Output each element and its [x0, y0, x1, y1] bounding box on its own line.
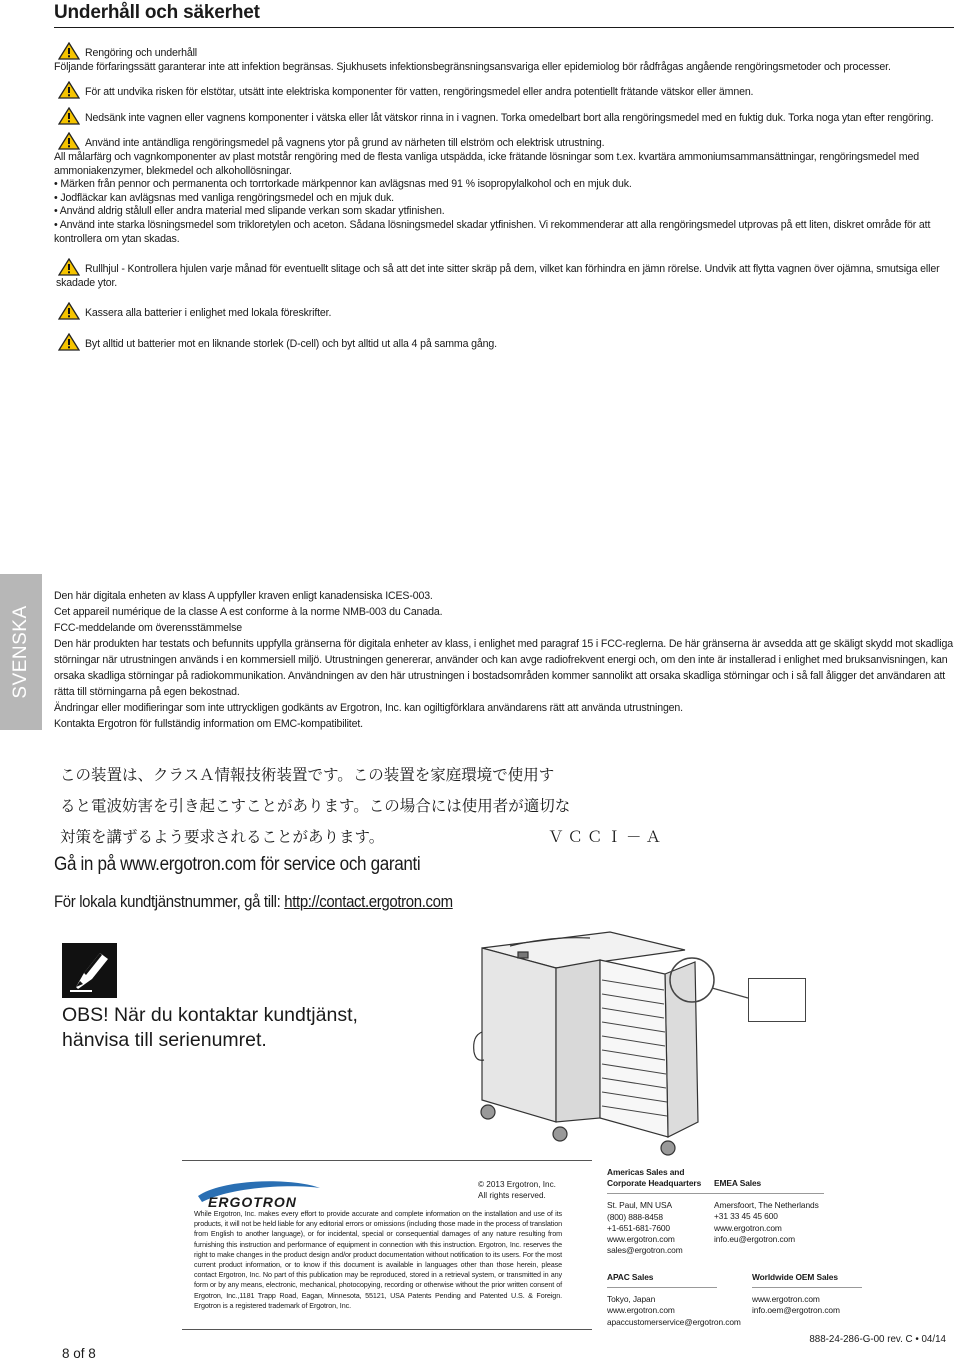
contact-line: sales@ergotron.com	[607, 1245, 683, 1256]
emea-heading: EMEA Sales	[714, 1178, 762, 1188]
contact-line: St. Paul, MN USA	[607, 1200, 672, 1211]
bullet-item: • Använd inte starka lösningsmedel som trikloretylen och aceton. Sådana lösningsmedel skadar ytfinishen. Vi rekommenderar att alla rengöringsmedel utprovas på ett liten, diskret område för att kontrollera om ytan skadas.	[54, 218, 931, 245]
contact-line: apaccustomerservice@ergotron.com	[607, 1316, 741, 1327]
contact-line: www.ergotron.com	[714, 1222, 782, 1233]
heading-divider	[752, 1287, 862, 1288]
apac-contact	[607, 1272, 741, 1328]
battery-replace-warning: Byt alltid ut batterier mot en liknande storlek (D-cell) och byt alltid ut alla 4 på samma gång.	[85, 337, 497, 350]
heading-divider	[607, 1287, 717, 1288]
warning-triangle-icon	[58, 132, 80, 150]
immerse-warning: Nedsänk inte vagnen eller vagnens komponenter i vätska eller låt vätskor rinna in i vagnen. Torka omedelbart bort alla rengöringsmedel med en fuktig duk. Torka noga ytan efter rengöring.	[85, 111, 934, 124]
warning-triangle-icon	[58, 302, 80, 320]
serial-number-callout	[748, 978, 806, 1022]
fcc-text: Den här produkten har testats och befunnits uppfylla gränserna för digitala enheter av klass, i enlighet med paragraf 15 i FCC-reglerna. De här gränserna är avsedda att ge skäligt skydd mot skadliga störningar när utrustningen används i en kommersiell miljö. Utrustningen genererar, använder och kan avge radiofrekvent energi och, om den inte är installerad i enlighet med bruksanvisningen, kan orsaka skadliga störningar på radiokommunikation. Användningen av den här utrustningen i bostadsområden kommer sannolikt att orsaka skadliga störningar och i så fall åligger det användaren att rätta till störningarna på egen bekostnad.	[54, 638, 953, 698]
modification-statement: Ändringar eller modifieringar som inte uttryckligen godkänts av Ergotron, Inc. kan ogiltigförklara användarens rätt att använda utrustningen.	[54, 702, 683, 714]
ices-statement: Den här digitala enheten av klass A uppfyller kraven enligt kanadensiska ICES-003.	[54, 590, 433, 602]
compliance-section	[54, 588, 954, 732]
logo-text: ERGOTRON	[208, 1194, 297, 1210]
cart-illustration	[430, 922, 800, 1160]
emc-statement: Kontakta Ergotron för fullständig information om EMC-kompatibilitet.	[54, 718, 363, 730]
contact-line: www.ergotron.com	[607, 1305, 675, 1316]
cleaning-heading: Rengöring och underhåll	[85, 47, 197, 59]
note-pencil-icon	[62, 943, 117, 998]
cleaning-text: Följande förfaringssätt garanterar inte att infektion begränsas. Sjukhusets infektionsbegränsningsansvariga eller epidemiolog bör rådfrågas angående rengöringsmetoder och processer.	[54, 60, 891, 73]
title-divider	[54, 27, 954, 28]
vcci-line: ると電波妨害を引き起こすことがあります。この場合には使用者が適切な	[60, 797, 571, 815]
americas-heading: Americas Sales and	[607, 1167, 685, 1177]
footer-legal-panel	[182, 1160, 592, 1330]
legal-disclaimer: While Ergotron, Inc. makes every effort to provide accurate and complete information on the installation and use of its products, it will not be held liable for any editorial errors or omissions (including those made in the process of translation from English to another language), or for incidental, special or consequential damages of any nature resulting from furnishing this instruction and performance of equipment in connection with this instruction. Ergotron, Inc. reserves the right to make changes in the product design and/or product documentation without notification to its users. For the most current product information, or to know if this document is available in languages other than those herein, please contact Ergotron, Inc. No part of this publication may be reproduced, stored in a retrieval system, or transmitted in any form or by any means, electronic, mechanical, photocopying, recording or otherwise without the prior written consent of Ergotron, Inc.,1181 Trapp Road, Eagan, Minnesota, 55121, USA Patents Pending and Patented U.S. & Foreign. Ergotron is a registered trademark of Ergotron, Inc.	[194, 1209, 562, 1310]
paint-text: All målarfärg och vagnkomponenter av plast motstår rengöring med de flesta vanliga utspädda, icke frätande lösningar som t.ex. kvartära ammoniumsammansättningar, rengöringsmedel med ammoniakenzymer, blekmedel och alkohollösningar.	[54, 150, 919, 177]
vcci-notice	[60, 760, 680, 853]
contact-line: Amersfoort, The Netherlands	[714, 1200, 819, 1211]
copyright-line: © 2013 Ergotron, Inc.	[478, 1180, 556, 1189]
contact-line: info.oem@ergotron.com	[752, 1305, 840, 1316]
safety-section	[54, 42, 954, 352]
language-tab-label: SVENSKA	[10, 605, 31, 699]
vcci-mark: ＶＣＣＩ－Ａ	[548, 828, 666, 846]
copyright-line: All rights reserved.	[478, 1191, 546, 1200]
casters-warning: Rullhjul - Kontrollera hjulen varje månad för eventuellt slitage och så att det inte sitter skräp på dem, vilket kan förhindra en jämn rörelse. Undvik att flytta vagnen över ojämna, smutsiga eller skadade ytor.	[56, 263, 940, 289]
nmb-statement: Cet appareil numérique de la classe A est conforme à la norme NMB-003 du Canada.	[54, 606, 443, 618]
warning-triangle-icon	[58, 107, 80, 125]
bullet-item: • Märken från pennor och permanenta och torrtorkade märkpennor kan avlägsnas med 91 % isopropylalkohol och en mjuk duk.	[54, 178, 632, 191]
oem-contact	[752, 1272, 862, 1317]
page-title: Underhåll och säkerhet	[54, 2, 260, 23]
contact-line: Tokyo, Japan	[607, 1294, 656, 1305]
americas-heading: Corporate Headquarters	[607, 1178, 702, 1189]
apac-heading: APAC Sales	[607, 1272, 654, 1282]
heading-divider	[607, 1193, 717, 1194]
footer	[182, 1160, 958, 1330]
language-tab	[0, 574, 42, 730]
warning-triangle-icon	[58, 42, 80, 60]
vcci-line: 対策を講ずるよう要求されることがあります。	[60, 828, 385, 846]
oem-heading: Worldwide OEM Sales	[752, 1272, 838, 1282]
contact-line: info.eu@ergotron.com	[714, 1233, 795, 1244]
contact-line: +31 33 45 45 600	[714, 1211, 778, 1222]
copyright	[478, 1179, 556, 1201]
contact-line: www.ergotron.com	[752, 1294, 820, 1305]
heading-divider	[714, 1193, 824, 1194]
local-support-prefix: För lokala kundtjänstnummer, gå till:	[54, 892, 285, 911]
contact-line: www.ergotron.com	[607, 1234, 675, 1245]
bullet-item: • Jodfläckar kan avlägsnas med vanliga rengöringsmedel och en mjuk duk.	[54, 191, 394, 204]
warning-triangle-icon	[58, 333, 80, 351]
emea-contact	[714, 1178, 824, 1245]
fcc-heading: FCC-meddelande om överensstämmelse	[54, 622, 243, 634]
contact-line: (800) 888-8458	[607, 1211, 663, 1222]
contact-link[interactable]: http://contact.ergotron.com	[284, 892, 453, 911]
page-number: 8 of 8	[62, 1346, 96, 1361]
battery-dispose-warning: Kassera alla batterier i enlighet med lokala föreskrifter.	[85, 307, 332, 320]
contact-line: +1-651-681-7600	[607, 1222, 670, 1233]
local-support-line	[54, 892, 453, 912]
warning-triangle-icon	[58, 258, 80, 276]
electric-warning: För att undvika risken för elstötar, utsätt inte elektriska komponenter för vatten, rengöringsmedel eller andra potentiellt frätande vätskor eller ämnen.	[85, 86, 754, 99]
service-visit-text: Gå in på www.ergotron.com för service och garanti	[54, 854, 421, 875]
vcci-line: この装置は、クラスＡ情報技術装置です。この装置を家庭環境で使用す	[60, 766, 555, 784]
bullet-item: • Använd aldrig stålull eller andra material med slipande verkan som skadar ytfinishen.	[54, 205, 445, 218]
flammable-warning: Använd inte antändliga rengöringsmedel på vagnens ytor på grund av närheten till elström och elektrisk utrustning.	[85, 137, 605, 150]
warning-triangle-icon	[58, 81, 80, 99]
document-number: 888-24-286-G-00 rev. C • 04/14	[809, 1334, 946, 1345]
americas-contact	[607, 1167, 717, 1256]
note-text: OBS! När du kontaktar kundtjänst, hänvisa till serienumret.	[62, 1004, 358, 1051]
